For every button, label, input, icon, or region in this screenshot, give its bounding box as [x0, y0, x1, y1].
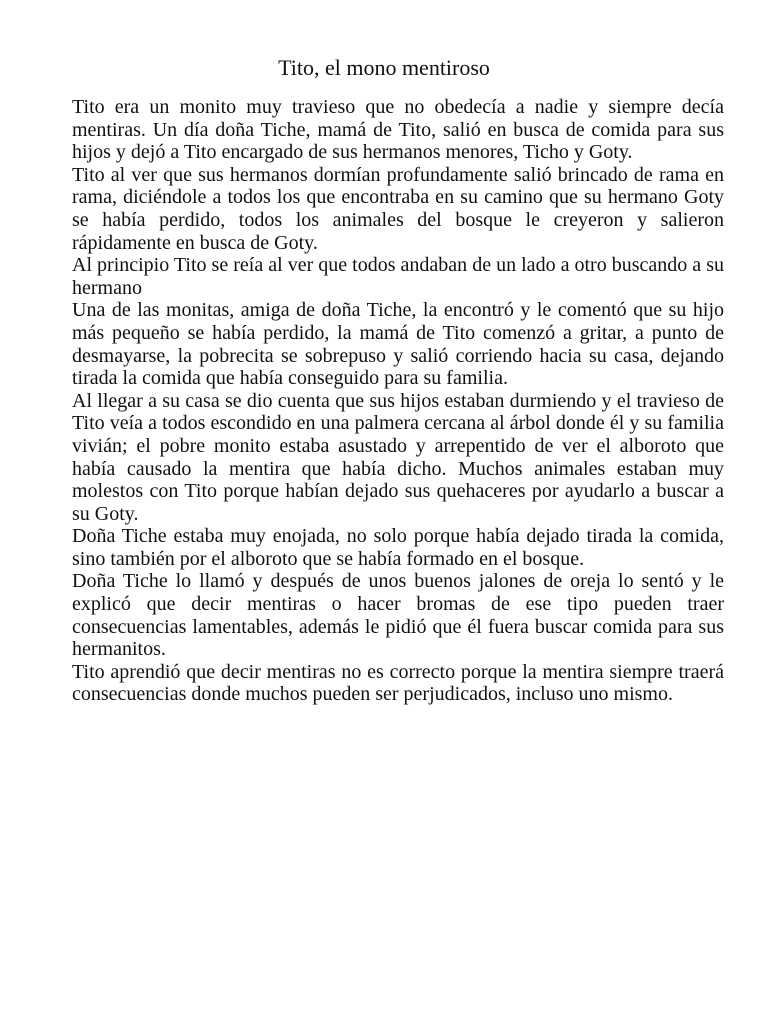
paragraph-1: Tito era un monito muy travieso que no obedecía a nadie y siempre decía mentiras. Un día doña Tiche, mamá de Tito, salió en busca de comida para sus hijos y dejó a Tito encargado de sus hermanos menores, Ticho y Goty.: [72, 96, 724, 164]
paragraph-4: Una de las monitas, amiga de doña Tiche, la encontró y le comentó que su hijo más pequeño se había perdido, la mamá de Tito comenzó a gritar, a punto de desmayarse, la pobrecita se sobrepuso y salió corriendo hacia su casa, dejando tirada la comida que había conseguido para su familia.: [72, 299, 724, 390]
paragraph-3: Al principio Tito se reía al ver que todos andaban de un lado a otro buscando a su hermano: [72, 254, 724, 299]
paragraph-6: Doña Tiche estaba muy enojada, no solo porque había dejado tirada la comida, sino también por el alboroto que se había formado en el bosque.: [72, 525, 724, 570]
paragraph-5: Al llegar a su casa se dio cuenta que sus hijos estaban durmiendo y el travieso de Tito veía a todos escondido en una palmera cercana al árbol donde él y su familia vivián; el pobre monito estaba asustado y arrepentido de ver el alboroto que había causado la mentira que había dicho. Muchos animales estaban muy molestos con Tito porque habían dejado sus quehaceres por ayudarlo a buscar a su Goty.: [72, 389, 724, 525]
document-title: Tito, el mono mentiroso: [278, 55, 490, 80]
paragraph-8: Tito aprendió que decir mentiras no es correcto porque la mentira siempre traerá consecuencias donde muchos pueden ser perjudicados, incluso uno mismo.: [72, 660, 724, 706]
document-body: [72, 96, 724, 706]
paragraph-7: Doña Tiche lo llamó y después de unos buenos jalones de oreja lo sentó y le explicó que decir mentiras o hacer bromas de ese tipo pueden traer consecuencias lamentables, además le pidió que él fuera buscar comida para sus hermanitos.: [72, 570, 724, 661]
paragraph-2: Tito al ver que sus hermanos dormían profundamente salió brincado de rama en rama, diciéndole a todos los que encontraba en su camino que su hermano Goty se había perdido, todos los animales del bosque le creyeron y salieron rápidamente en busca de Goty.: [72, 163, 724, 254]
